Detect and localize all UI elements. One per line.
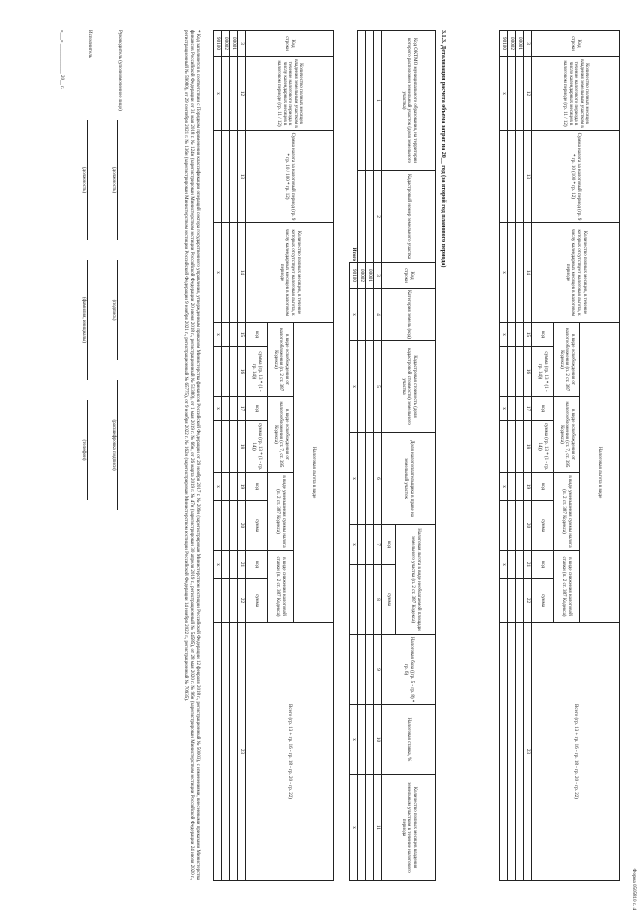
col-num: 18 (524, 421, 532, 473)
head-sign-line (117, 260, 118, 360)
x-mark: x (350, 705, 358, 775)
header-sum16: сумма (гр. 13 * (1 - гр. 14)) (532, 347, 554, 397)
header-cadastral-value: Кадастровая стоимость (доля кадастровой стоимости) земельного участка (382, 341, 436, 433)
header-category: Категория земель (код) (382, 289, 436, 341)
form-label: Форма 0505810 с. 4 (631, 868, 636, 910)
col-num: 14 (524, 223, 532, 323)
col-num: 9 (374, 635, 382, 705)
col-num: 3 (238, 31, 246, 57)
table-row (230, 31, 238, 881)
header-kod: код (532, 397, 554, 421)
header-oktmo: Код ОКТМО муниципального образования, на территории которого расположен земельный участок (доля земельного участка) (382, 31, 436, 171)
header-total: Всего (гр. 13 + гр. 16 - гр. 18 - гр. 20 - гр. 22) (246, 623, 334, 881)
col-num: 2 (374, 171, 382, 263)
col-num: 15 (238, 323, 246, 347)
phone-caption: (телефон) (81, 439, 86, 461)
col-num: 5 (374, 341, 382, 433)
header-months-owned: Количество полных месяцев владения земельным участком в течение налогового периода (382, 775, 436, 881)
header-months-exempt: Количество полных месяцев, в течение которых отсутствует налоговая льгота, к числу календарных месяцев в налоговом периоде (246, 223, 334, 323)
col-num: 19 (238, 473, 246, 501)
x-mark: x (500, 57, 508, 131)
col-num: 12 (524, 57, 532, 131)
header-kod: код (246, 551, 268, 579)
col-num: 10 (374, 705, 382, 775)
table-tax-continuation-1 (499, 30, 620, 881)
col-num: 3 (374, 263, 382, 289)
col-num: 1 (374, 31, 382, 171)
x-mark: x (500, 223, 508, 323)
header-summa: сумма (532, 501, 554, 551)
x-mark: x (214, 397, 222, 421)
x-mark: x (350, 433, 358, 525)
row-code: 90100 (500, 31, 508, 57)
col-num: 23 (524, 623, 532, 881)
header-lower-rate: в виде снижения налоговой ставки (п. 2 ст. 387 Кодекса) (268, 551, 294, 623)
header-code: Код строки (382, 263, 436, 289)
x-mark: x (350, 775, 358, 881)
header-total: Всего (гр. 13 + гр. 16 - гр. 18 - гр. 20 - гр. 22) (532, 623, 620, 881)
header-kod: код (246, 323, 268, 347)
header-kod: код (246, 473, 268, 501)
header-kod: код (382, 525, 396, 565)
col-num: 15 (524, 323, 532, 347)
col-num: 21 (524, 551, 532, 579)
x-mark: x (350, 289, 358, 341)
head-label: Руководитель (уполномоченное лицо) (117, 30, 122, 111)
header-kod: код (532, 473, 554, 501)
row-code: 00002 (358, 263, 366, 289)
x-mark: x (500, 323, 508, 347)
col-num: 18 (238, 421, 246, 473)
header-share: Доля налогоплательщика в праве на земельный участок (382, 433, 436, 525)
header-exempt-387: в виде освобождения от налогообложения (п. 2 ст. 387 Кодекса) (554, 323, 580, 397)
x-mark: x (350, 341, 358, 433)
col-num: 22 (238, 579, 246, 623)
header-kod: код (532, 551, 554, 579)
header-benefits: Налоговая льгота в виде (294, 323, 334, 623)
row-code: 90100 (214, 31, 222, 57)
table-row-total (500, 31, 508, 881)
head-position-line (117, 120, 118, 240)
executor-position-line (87, 120, 88, 240)
col-num: 13 (238, 131, 246, 223)
table-tax-details-2 (349, 30, 436, 881)
col-num: 11 (374, 775, 382, 881)
col-num: 3 (524, 31, 532, 57)
col-num: 23 (238, 623, 246, 881)
decode-caption: (расшифровка подписи) (111, 419, 116, 471)
col-num: 8 (374, 565, 382, 635)
header-exempt-395: в виде освобождения от налогообложения (ст. 7, ст. 395 Кодекса) (554, 397, 580, 473)
col-num: 13 (524, 131, 532, 223)
header-sum18: сумма (гр. 13 * (1 - гр. 14)) (532, 421, 554, 473)
x-mark: x (500, 551, 508, 579)
table-row (358, 31, 366, 881)
header-code: Код строки (246, 31, 334, 57)
col-num: 16 (238, 347, 246, 397)
col-num: 20 (524, 501, 532, 551)
header-code: Код строки (532, 31, 620, 57)
fio-caption: (фамилия, инициалы) (81, 296, 86, 344)
col-num: 16 (524, 347, 532, 397)
col-num: 17 (238, 397, 246, 421)
table-row-total (350, 31, 358, 881)
col-num: 14 (238, 223, 246, 323)
table-tax-continuation-3 (213, 30, 334, 881)
header-nonfree-area: Налоговая льгота в виде необлагаемой площади земельного участка (п. 2 ст. 387 Кодекса) (396, 525, 436, 635)
header-sum16: сумма (гр. 13 * (1 - гр. 14)) (246, 347, 268, 397)
header-months-ratio: Количество полных месяцев владения земельным участком в течение налогового периода в число календарных месяцев в налоговом периоде (гр. 11 / 12) (532, 57, 620, 131)
header-summa: сумма (246, 579, 268, 623)
x-mark: x (214, 223, 222, 323)
x-mark: x (500, 397, 508, 421)
sign-caption: (подпись) (111, 299, 116, 321)
col-num: 4 (374, 289, 382, 341)
col-num: 7 (374, 525, 382, 565)
header-months-ratio: Количество полных месяцев владения земельным участком в течение налогового периода к числу календарных месяцев в налоговом периоде (гр. 11 / 12) (246, 57, 334, 131)
itogo-label: Итого (350, 31, 358, 263)
row-code: 00002 (508, 31, 516, 57)
header-sum18: сумма (гр. 13 * (1 - гр. 14)) (246, 421, 268, 473)
col-num: 17 (524, 397, 532, 421)
date-line: «___» ____________ 20__ г. (59, 30, 64, 89)
x-mark: x (214, 323, 222, 347)
executor-fio-line (87, 260, 88, 380)
row-code: 00001 (516, 31, 524, 57)
table-row (366, 31, 374, 881)
header-months-exempt: Количество полных месяцев, в течение которых отсутствует налоговая льгота, к числу календарных месяцев в налоговом периоде (532, 223, 620, 323)
head-decode-line (117, 380, 118, 510)
row-code: 90100 (350, 263, 358, 289)
header-tax-base: Налоговая база ((гр. 5 - гр. 8) * гр. 6) (382, 635, 436, 705)
header-cadastral-number: Кадастровый номер земельного участка (382, 171, 436, 263)
header-reduce-sum: в виде уменьшения суммы налога (п. 2 ст. 387 Кодекса) (268, 473, 294, 551)
x-mark: x (500, 473, 508, 501)
executor-phone-line (87, 400, 88, 500)
header-kod: код (246, 397, 268, 421)
col-num: 20 (238, 501, 246, 551)
col-num: 6 (374, 433, 382, 525)
x-mark: x (214, 551, 222, 579)
col-num: 22 (524, 579, 532, 623)
x-mark: x (350, 525, 358, 565)
table-row (508, 31, 516, 881)
header-benefits: Налоговая льгота в виде (580, 323, 620, 623)
col-num: 19 (524, 473, 532, 501)
table-row (516, 31, 524, 881)
header-summa: сумма (382, 565, 396, 635)
x-mark: x (214, 57, 222, 131)
col-num: 21 (238, 551, 246, 579)
header-lower-rate: в виде снижения налоговой ставки (п. 2 ст. 387 Кодекса) (554, 551, 580, 623)
position-caption: (должность) (81, 166, 86, 194)
table-row (222, 31, 230, 881)
header-summa: сумма (246, 501, 268, 551)
position-caption: (должность) (111, 166, 116, 194)
header-reduce-sum: в виде уменьшения суммы налога (п. 2 ст. 387 Кодекса) (554, 473, 580, 551)
table-row-total (214, 31, 222, 881)
row-code: 00001 (366, 263, 374, 289)
section-title: 3.1.3. Детализация расчета объема затрат на 20__ год (за второй год планового периода) (440, 30, 446, 268)
header-summa: сумма (532, 579, 554, 623)
row-code: 00002 (222, 31, 230, 57)
header-kod: код (532, 323, 554, 347)
x-mark: x (214, 473, 222, 501)
row-code: 00001 (230, 31, 238, 57)
header-exempt-395: в виде освобождения от налогообложения (ст. 7, ст. 395 Кодекса) (268, 397, 294, 473)
footnote: * Код заполняется в соответствии с Порядком применения классификации операций сектора государственного управления, утвержденным приказом Министерства финансов Российской Федерации от 29 ноября 2017 г. № 209н (зарегистрирован Министерством юстиции Российской Федерации 12 февраля 2018 г., регистрационный № 50003), с изменениями, внесенными приказами Министерства финансов Российской Федерации от 31 мая 2018 г. № 124н (зарегистрирован Министерством юстиции Российской Федерации 20 июня 2018 г., регистрационный № 51380), от 1 мая 2019 г. № 66н, от 26 марта 2019 г. № 47н (зарегистрирован 30 апреля 2019 г., регистрационный № 54585), от 28 мая 2020 г. № 96н (зарегистрирован Министерством юстиции Российской Федерации 24 июля 2020 г., регистрационный № 59080), от 29 сентября 2021 г. № 136н (зарегистрирован Министерством юстиции Российской Федерации 9 ноября 2021 г., регистрационный № 65775), от 9 ноября 2022 г. № 162н (зарегистрирован Министерством юстиции Российской Федерации 14 ноября 2022 г., регистрационный № 70935). (183, 30, 200, 880)
col-num: 12 (238, 57, 246, 131)
header-tax-rate: Налоговая ставка, % (382, 705, 436, 775)
header-tax-sum: Сумма налога за налоговый период (гр. 9 * гр. 10 (100 * гр. 12) (532, 131, 620, 223)
header-tax-sum: Сумма налога за налоговый период (гр. 9 * гр. 10 / 100 * гр. 12) (246, 131, 334, 223)
header-exempt-387: в виде освобождения от налогообложения (п. 2 ст. 387 Кодекса) (268, 323, 294, 397)
executor-label: Исполнитель (87, 30, 92, 58)
